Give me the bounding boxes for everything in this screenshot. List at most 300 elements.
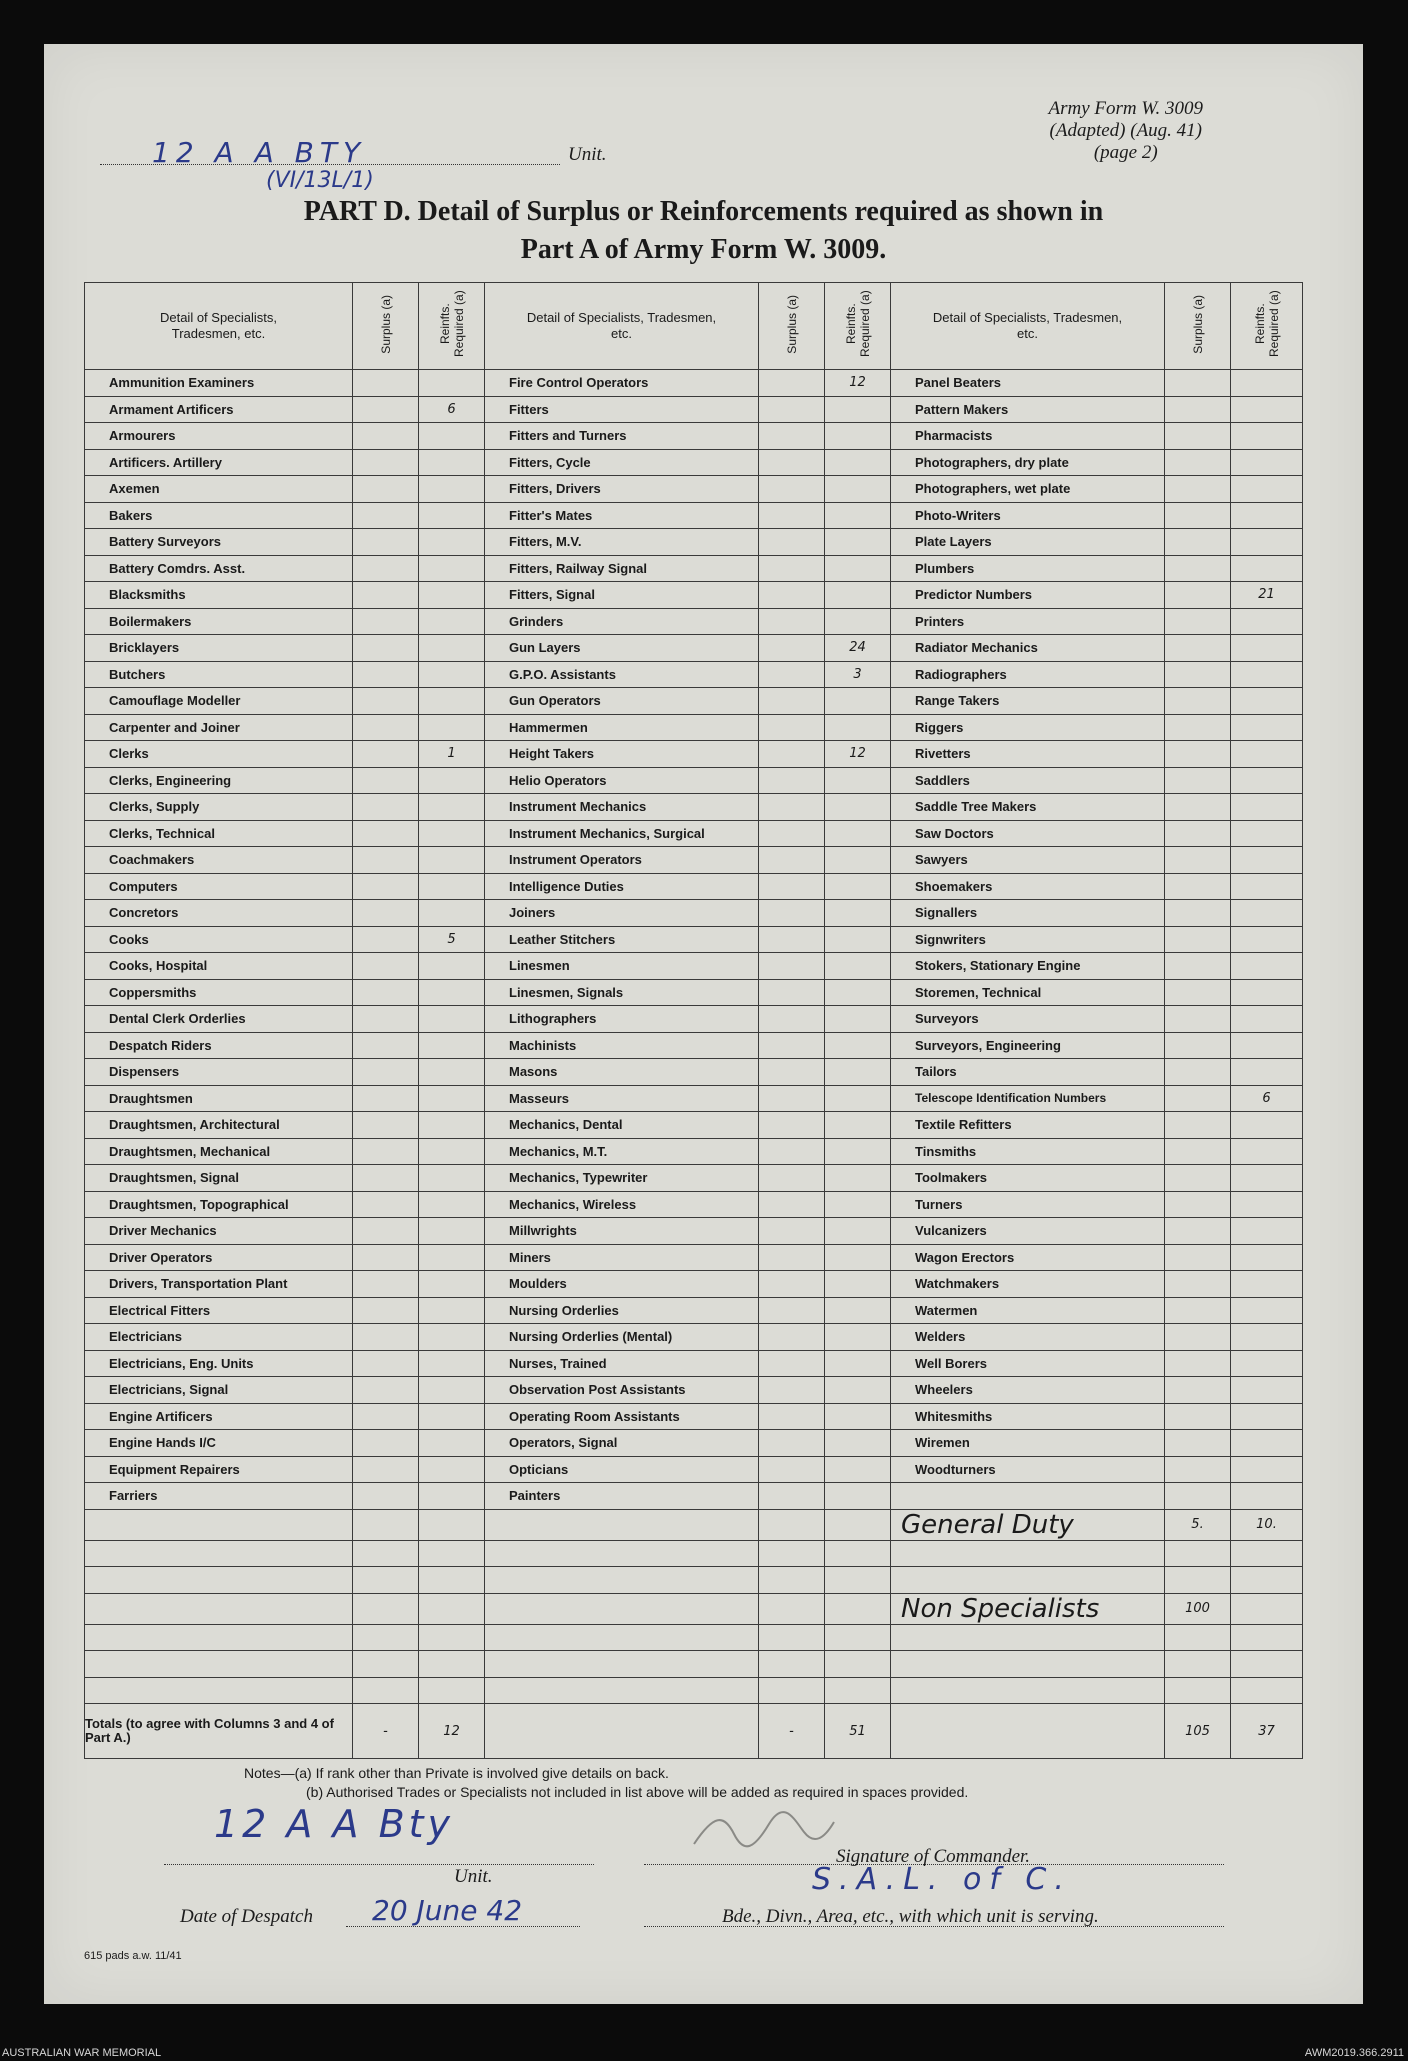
table-row: [85, 529, 1303, 556]
col1-reinfts: [419, 1377, 485, 1404]
form-reference: [1049, 98, 1203, 164]
col3-added-surplus: 100: [1165, 1593, 1231, 1624]
totals-col3-blank: [891, 1704, 1165, 1759]
col2-reinfts: [825, 688, 891, 715]
col1-trade-name: Dental Clerk Orderlies: [85, 1006, 353, 1033]
blank-cell: [85, 1540, 353, 1567]
col3-trade-name: Printers: [891, 608, 1165, 635]
col3-reinfts: [1231, 396, 1303, 423]
col3-reinfts: [1231, 714, 1303, 741]
col1-surplus: [353, 741, 419, 768]
col1-surplus: [353, 370, 419, 397]
col2-surplus: [759, 1244, 825, 1271]
table-row: [85, 1191, 1303, 1218]
blank-cell: [353, 1651, 419, 1678]
col2-surplus: [759, 529, 825, 556]
col2-trade-name: Opticians: [485, 1456, 759, 1483]
table-row: [85, 1138, 1303, 1165]
col3-trade-name: Toolmakers: [891, 1165, 1165, 1192]
col1-reinfts: [419, 1165, 485, 1192]
col1-surplus: [353, 794, 419, 821]
col2-reinfts: [825, 794, 891, 821]
col1-surplus: [353, 1059, 419, 1086]
col3-trade-name: Woodturners: [891, 1456, 1165, 1483]
col1-trade-name: Armament Artificers: [85, 396, 353, 423]
col3-surplus: [1165, 608, 1231, 635]
col2-surplus: [759, 1456, 825, 1483]
col1-trade-name: Butchers: [85, 661, 353, 688]
col3-surplus: [1165, 1483, 1231, 1510]
col1-surplus: [353, 582, 419, 609]
blank-cell: [353, 1624, 419, 1651]
col2-surplus: [759, 1138, 825, 1165]
col3-surplus: [1165, 370, 1231, 397]
col3-surplus: [1165, 847, 1231, 874]
col2-surplus: [759, 449, 825, 476]
col1-trade-name: Draughtsmen, Architectural: [85, 1112, 353, 1139]
col3-trade-name: Textile Refitters: [891, 1112, 1165, 1139]
blank-cell: [85, 1651, 353, 1678]
header-reinfts-2: Reinfts. Required (a): [825, 283, 891, 370]
col2-trade-name: Nurses, Trained: [485, 1350, 759, 1377]
col1-trade-name: Despatch Riders: [85, 1032, 353, 1059]
col3-surplus: [1165, 1271, 1231, 1298]
print-code: 615 pads a.w. 11/41: [84, 1950, 182, 1962]
col2-trade-name: Linesmen, Signals: [485, 979, 759, 1006]
col3-trade-name: Photographers, wet plate: [891, 476, 1165, 503]
header-detail-1: Detail of Specialists, Tradesmen, etc.: [85, 283, 353, 370]
col2-surplus: [759, 900, 825, 927]
blank-cell: [825, 1624, 891, 1651]
col2-surplus: [759, 873, 825, 900]
col2-surplus: [759, 767, 825, 794]
col1-reinfts: [419, 900, 485, 927]
col2-reinfts: [825, 449, 891, 476]
col3-surplus: [1165, 1324, 1231, 1351]
form-page: [44, 44, 1363, 2004]
blank-cell: [759, 1624, 825, 1651]
table-row: [85, 1297, 1303, 1324]
col1-reinfts: [419, 1218, 485, 1245]
col2-reinfts: [825, 873, 891, 900]
col1-trade-name: Draughtsmen, Signal: [85, 1165, 353, 1192]
col3-reinfts: [1231, 1244, 1303, 1271]
col2-reinfts: [825, 979, 891, 1006]
col1-surplus: [353, 820, 419, 847]
blank-cell: [825, 1593, 891, 1624]
col3-reinfts: [1231, 449, 1303, 476]
col2-surplus: [759, 1112, 825, 1139]
table-row: [85, 423, 1303, 450]
col2-reinfts: [825, 1403, 891, 1430]
col3-reinfts: [1231, 608, 1303, 635]
table-row: [85, 1377, 1303, 1404]
col2-reinfts: [825, 423, 891, 450]
col1-reinfts: [419, 1138, 485, 1165]
col1-surplus: [353, 1271, 419, 1298]
col3-trade-name: Pharmacists: [891, 423, 1165, 450]
col3-added-trade: [891, 1651, 1165, 1678]
col1-trade-name: Clerks, Supply: [85, 794, 353, 821]
col3-trade-name: Saw Doctors: [891, 820, 1165, 847]
col3-trade-name: Well Borers: [891, 1350, 1165, 1377]
col1-surplus: [353, 1191, 419, 1218]
col2-reinfts: 12: [825, 370, 891, 397]
col3-reinfts: [1231, 979, 1303, 1006]
col3-trade-name: Vulcanizers: [891, 1218, 1165, 1245]
col2-trade-name: Mechanics, Typewriter: [485, 1165, 759, 1192]
col2-reinfts: [825, 1430, 891, 1457]
col3-reinfts: [1231, 1032, 1303, 1059]
col1-trade-name: Computers: [85, 873, 353, 900]
col1-reinfts: [419, 476, 485, 503]
col3-surplus: [1165, 1218, 1231, 1245]
col1-reinfts: [419, 714, 485, 741]
table-row: [85, 1085, 1303, 1112]
col1-trade-name: Clerks: [85, 741, 353, 768]
col2-surplus: [759, 1377, 825, 1404]
col3-reinfts: [1231, 555, 1303, 582]
col3-surplus: [1165, 1032, 1231, 1059]
col1-trade-name: Drivers, Transportation Plant: [85, 1271, 353, 1298]
col1-trade-name: Camouflage Modeller: [85, 688, 353, 715]
col3-reinfts: 21: [1231, 582, 1303, 609]
col3-surplus: [1165, 767, 1231, 794]
table-row: [85, 1165, 1303, 1192]
blank-cell: [759, 1651, 825, 1678]
col1-reinfts: [419, 449, 485, 476]
table-row: [85, 635, 1303, 662]
col3-added-trade: [891, 1624, 1165, 1651]
totals-row: [85, 1704, 1303, 1759]
col3-added-surplus: [1165, 1677, 1231, 1704]
col1-trade-name: Driver Operators: [85, 1244, 353, 1271]
col2-surplus: [759, 1059, 825, 1086]
col1-trade-name: Cooks: [85, 926, 353, 953]
col2-reinfts: [825, 396, 891, 423]
table-row: [85, 1430, 1303, 1457]
blank-row: [85, 1540, 1303, 1567]
col2-trade-name: Masseurs: [485, 1085, 759, 1112]
col1-surplus: [353, 449, 419, 476]
col1-surplus: [353, 1430, 419, 1457]
col3-trade-name: Plumbers: [891, 555, 1165, 582]
col2-reinfts: [825, 820, 891, 847]
col2-reinfts: 12: [825, 741, 891, 768]
col3-reinfts: [1231, 767, 1303, 794]
col3-reinfts: [1231, 953, 1303, 980]
col2-surplus: [759, 1350, 825, 1377]
col2-trade-name: Fitters, M.V.: [485, 529, 759, 556]
col2-reinfts: [825, 926, 891, 953]
blank-cell: [353, 1540, 419, 1567]
col1-surplus: [353, 873, 419, 900]
col2-surplus: [759, 423, 825, 450]
blank-row: [85, 1651, 1303, 1678]
col1-trade-name: Battery Surveyors: [85, 529, 353, 556]
table-row: [85, 1350, 1303, 1377]
col2-reinfts: [825, 555, 891, 582]
col2-reinfts: [825, 1032, 891, 1059]
col2-trade-name: Painters: [485, 1483, 759, 1510]
col1-surplus: [353, 1403, 419, 1430]
col2-trade-name: Nursing Orderlies (Mental): [485, 1324, 759, 1351]
col1-surplus: [353, 979, 419, 1006]
table-row: [85, 476, 1303, 503]
col3-reinfts: [1231, 1006, 1303, 1033]
col3-surplus: [1165, 635, 1231, 662]
form-title-line1: PART D. Detail of Surplus or Reinforcements required as shown in: [303, 196, 1104, 227]
col3-surplus: [1165, 1006, 1231, 1033]
col3-trade-name: Watchmakers: [891, 1271, 1165, 1298]
col3-trade-name: Surveyors, Engineering: [891, 1032, 1165, 1059]
col2-surplus: [759, 555, 825, 582]
col1-surplus: [353, 502, 419, 529]
col2-trade-name: Lithographers: [485, 1006, 759, 1033]
table-row: [85, 926, 1303, 953]
col3-trade-name: Surveyors: [891, 1006, 1165, 1033]
col2-trade-name: Fitters, Cycle: [485, 449, 759, 476]
col3-reinfts: [1231, 741, 1303, 768]
unit-sub-handwritten: (VI/13L/1): [266, 168, 374, 193]
col1-trade-name: Bakers: [85, 502, 353, 529]
table-row: [85, 873, 1303, 900]
col3-added-trade: [891, 1567, 1165, 1594]
blank-cell: [759, 1540, 825, 1567]
col2-reinfts: [825, 847, 891, 874]
table-row: [85, 1403, 1303, 1430]
table-row: [85, 900, 1303, 927]
col2-trade-name: Mechanics, M.T.: [485, 1138, 759, 1165]
col1-trade-name: Clerks, Engineering: [85, 767, 353, 794]
col3-added-reinfts: [1231, 1540, 1303, 1567]
col3-trade-name: Photo-Writers: [891, 502, 1165, 529]
col2-surplus: [759, 1297, 825, 1324]
col3-reinfts: [1231, 1324, 1303, 1351]
col1-surplus: [353, 423, 419, 450]
col1-surplus: [353, 1324, 419, 1351]
col3-reinfts: [1231, 1403, 1303, 1430]
form-ref-line2: (Adapted) (Aug. 41): [1049, 120, 1202, 141]
col2-trade-name: Nursing Orderlies: [485, 1297, 759, 1324]
col3-trade-name: Plate Layers: [891, 529, 1165, 556]
col1-reinfts: [419, 794, 485, 821]
col3-added-reinfts: [1231, 1593, 1303, 1624]
blank-cell: [759, 1677, 825, 1704]
blank-row: [85, 1624, 1303, 1651]
col2-reinfts: 24: [825, 635, 891, 662]
form-ref-line1: Army Form W. 3009: [1048, 98, 1203, 119]
col3-reinfts: [1231, 1191, 1303, 1218]
col3-added-trade: [891, 1540, 1165, 1567]
col1-surplus: [353, 688, 419, 715]
table-row: [85, 1218, 1303, 1245]
col1-reinfts: [419, 1244, 485, 1271]
unit-label: Unit.: [568, 144, 607, 165]
col3-reinfts: [1231, 476, 1303, 503]
col2-reinfts: [825, 1006, 891, 1033]
col3-reinfts: [1231, 688, 1303, 715]
totals-col2-reinfts: 51: [825, 1704, 891, 1759]
blank-cell: [419, 1540, 485, 1567]
col1-reinfts: [419, 423, 485, 450]
col3-trade-name: Tailors: [891, 1059, 1165, 1086]
col1-reinfts: [419, 1006, 485, 1033]
col1-reinfts: [419, 1271, 485, 1298]
col2-trade-name: Fitters: [485, 396, 759, 423]
table-row: [85, 1483, 1303, 1510]
col2-reinfts: 3: [825, 661, 891, 688]
col3-added-reinfts: [1231, 1677, 1303, 1704]
col1-trade-name: Bricklayers: [85, 635, 353, 662]
table-row: [85, 502, 1303, 529]
table-header-row: [85, 283, 1303, 370]
col1-reinfts: [419, 1059, 485, 1086]
col3-surplus: [1165, 1244, 1231, 1271]
col1-reinfts: [419, 1297, 485, 1324]
table-row: [85, 1006, 1303, 1033]
col2-trade-name: Operating Room Assistants: [485, 1403, 759, 1430]
table-row: [85, 847, 1303, 874]
col2-trade-name: Masons: [485, 1059, 759, 1086]
col2-reinfts: [825, 1377, 891, 1404]
col1-surplus: [353, 1377, 419, 1404]
col2-surplus: [759, 476, 825, 503]
col1-trade-name: Electricians, Eng. Units: [85, 1350, 353, 1377]
col1-reinfts: [419, 1191, 485, 1218]
col3-surplus: [1165, 1403, 1231, 1430]
col3-surplus: [1165, 1297, 1231, 1324]
col1-reinfts: [419, 1403, 485, 1430]
col2-trade-name: Hammermen: [485, 714, 759, 741]
col3-trade-name: Radiator Mechanics: [891, 635, 1165, 662]
col3-surplus: [1165, 423, 1231, 450]
col3-surplus: [1165, 900, 1231, 927]
col3-trade-name: Whitesmiths: [891, 1403, 1165, 1430]
col3-trade-name: Wheelers: [891, 1377, 1165, 1404]
blank-cell: [419, 1677, 485, 1704]
col1-trade-name: Electricians, Signal: [85, 1377, 353, 1404]
col3-reinfts: [1231, 1456, 1303, 1483]
blank-cell: [825, 1677, 891, 1704]
col3-surplus: [1165, 396, 1231, 423]
col2-trade-name: Machinists: [485, 1032, 759, 1059]
col1-trade-name: Boilermakers: [85, 608, 353, 635]
col2-reinfts: [825, 529, 891, 556]
col1-reinfts: [419, 529, 485, 556]
col3-trade-name: Storemen, Technical: [891, 979, 1165, 1006]
col1-surplus: [353, 847, 419, 874]
col2-trade-name: Mechanics, Dental: [485, 1112, 759, 1139]
col2-surplus: [759, 926, 825, 953]
blank-cell: [485, 1509, 759, 1540]
blank-cell: [825, 1540, 891, 1567]
col1-reinfts: [419, 1324, 485, 1351]
col3-reinfts: [1231, 900, 1303, 927]
blank-cell: [353, 1567, 419, 1594]
col2-trade-name: Gun Operators: [485, 688, 759, 715]
blank-row: [85, 1677, 1303, 1704]
blank-cell: [759, 1509, 825, 1540]
col2-reinfts: [825, 1138, 891, 1165]
table-row: [85, 582, 1303, 609]
table-row: [85, 688, 1303, 715]
caption-right: AWM2019.366.2911: [1304, 2047, 1404, 2059]
col2-surplus: [759, 794, 825, 821]
col1-trade-name: Engine Hands I/C: [85, 1430, 353, 1457]
col3-added-trade: Non Specialists: [891, 1593, 1165, 1624]
blank-cell: [419, 1567, 485, 1594]
col1-reinfts: [419, 873, 485, 900]
col3-surplus: [1165, 1059, 1231, 1086]
col2-reinfts: [825, 1271, 891, 1298]
note-b: (b) Authorised Trades or Specialists not included in list above will be added as required in spaces provided.: [306, 1784, 969, 1800]
col1-reinfts: 1: [419, 741, 485, 768]
col3-added-reinfts: [1231, 1567, 1303, 1594]
col1-trade-name: Electrical Fitters: [85, 1297, 353, 1324]
table-row: [85, 1244, 1303, 1271]
col1-reinfts: [419, 1350, 485, 1377]
col3-trade-name: Wagon Erectors: [891, 1244, 1165, 1271]
col3-surplus: [1165, 1350, 1231, 1377]
header-surplus-3: Surplus (a): [1165, 283, 1231, 370]
col2-surplus: [759, 741, 825, 768]
col2-reinfts: [825, 1244, 891, 1271]
col2-reinfts: [825, 1350, 891, 1377]
col3-trade-name: Saddlers: [891, 767, 1165, 794]
blank-cell: [825, 1651, 891, 1678]
blank-cell: [85, 1509, 353, 1540]
col2-trade-name: Joiners: [485, 900, 759, 927]
col1-surplus: [353, 1085, 419, 1112]
col2-trade-name: Fitters and Turners: [485, 423, 759, 450]
col1-surplus: [353, 1297, 419, 1324]
table-row: [85, 794, 1303, 821]
col2-trade-name: Leather Stitchers: [485, 926, 759, 953]
col2-trade-name: Fitters, Railway Signal: [485, 555, 759, 582]
table-row: [85, 1271, 1303, 1298]
col2-trade-name: Instrument Operators: [485, 847, 759, 874]
col2-trade-name: Gun Layers: [485, 635, 759, 662]
blank-row: [85, 1567, 1303, 1594]
table-row: [85, 661, 1303, 688]
col1-trade-name: Blacksmiths: [85, 582, 353, 609]
col1-trade-name: Battery Comdrs. Asst.: [85, 555, 353, 582]
col1-trade-name: Ammunition Examiners: [85, 370, 353, 397]
col3-trade-name: Welders: [891, 1324, 1165, 1351]
col2-trade-name: Fitter's Mates: [485, 502, 759, 529]
col3-reinfts: [1231, 370, 1303, 397]
col3-trade-name: Sawyers: [891, 847, 1165, 874]
col1-surplus: [353, 714, 419, 741]
col3-surplus: [1165, 1085, 1231, 1112]
col1-reinfts: [419, 661, 485, 688]
caption-left: AUSTRALIAN WAR MEMORIAL: [2, 2047, 162, 2059]
col1-surplus: [353, 953, 419, 980]
col2-reinfts: [825, 582, 891, 609]
blank-cell: [485, 1651, 759, 1678]
col1-surplus: [353, 608, 419, 635]
col2-reinfts: [825, 953, 891, 980]
col1-reinfts: [419, 1456, 485, 1483]
col3-surplus: [1165, 661, 1231, 688]
blank-cell: [759, 1567, 825, 1594]
col1-surplus: [353, 1032, 419, 1059]
col2-trade-name: Miners: [485, 1244, 759, 1271]
table-row: [85, 979, 1303, 1006]
col1-surplus: [353, 555, 419, 582]
col3-trade-name: Panel Beaters: [891, 370, 1165, 397]
